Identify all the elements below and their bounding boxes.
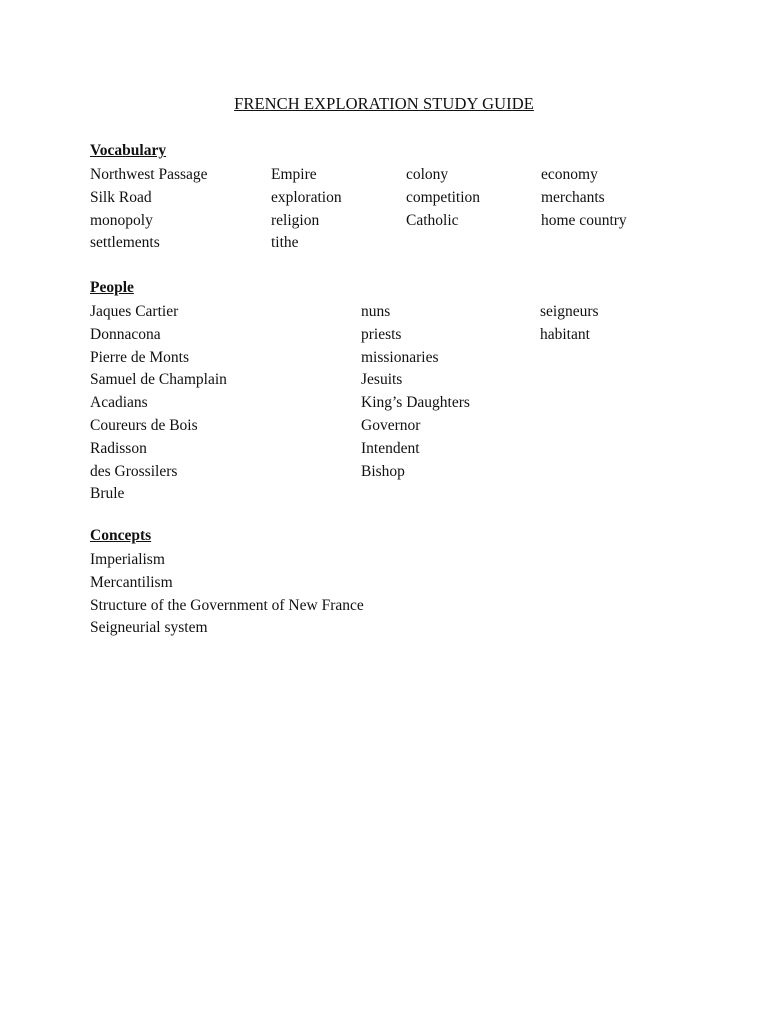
vocabulary-term: exploration (271, 188, 342, 206)
vocabulary-term: Silk Road (90, 188, 152, 206)
people-item: Radisson (90, 439, 147, 457)
vocabulary-term: monopoly (90, 211, 153, 229)
people-item: Intendent (361, 439, 420, 457)
concepts-list (90, 549, 364, 640)
concepts-heading: Concepts (90, 527, 152, 544)
people-item: Bishop (361, 462, 405, 480)
concept-item: Mercantilism (90, 573, 173, 591)
people-column-2 (361, 301, 470, 483)
vocabulary-term: settlements (90, 234, 160, 252)
vocabulary-term: Northwest Passage (90, 166, 208, 183)
people-item: Brule (90, 485, 125, 503)
people-item: des Grossilers (90, 462, 178, 480)
vocabulary-term: religion (271, 211, 320, 229)
people-item: habitant (540, 325, 590, 343)
people-heading: People (90, 279, 134, 296)
people-item: seigneurs (540, 303, 599, 320)
vocabulary-term: tithe (271, 234, 299, 252)
vocabulary-term: colony (406, 166, 449, 183)
people-item: Jesuits (361, 371, 403, 389)
people-item: nuns (361, 303, 391, 320)
people-column-1 (90, 301, 227, 506)
vocabulary-term: home country (541, 211, 627, 229)
vocabulary-term: economy (541, 166, 598, 183)
concept-item: Imperialism (90, 551, 165, 568)
concept-item: Structure of the Government of New France (90, 596, 364, 614)
page-title: FRENCH EXPLORATION STUDY GUIDE (234, 94, 534, 113)
vocabulary-column-1 (90, 164, 208, 255)
people-item: Acadians (90, 394, 148, 412)
people-column-3 (540, 301, 599, 347)
vocabulary-heading: Vocabulary (90, 142, 167, 159)
vocabulary-column-4 (541, 164, 627, 232)
vocabulary-column-3 (406, 164, 480, 232)
vocabulary-term: merchants (541, 188, 605, 206)
people-item: missionaries (361, 348, 439, 366)
people-item: King’s Daughters (361, 394, 470, 412)
people-item: Samuel de Champlain (90, 371, 227, 389)
vocabulary-term: Empire (271, 166, 317, 183)
people-item: Donnacona (90, 325, 161, 343)
vocabulary-term: Catholic (406, 211, 459, 229)
concept-item: Seigneurial system (90, 619, 208, 637)
vocabulary-term: competition (406, 188, 481, 206)
vocabulary-column-2 (271, 164, 342, 255)
people-item: Jaques Cartier (90, 303, 179, 320)
people-item: Coureurs de Bois (90, 416, 198, 434)
people-item: Governor (361, 416, 421, 434)
people-item: priests (361, 325, 402, 343)
people-item: Pierre de Monts (90, 348, 190, 366)
